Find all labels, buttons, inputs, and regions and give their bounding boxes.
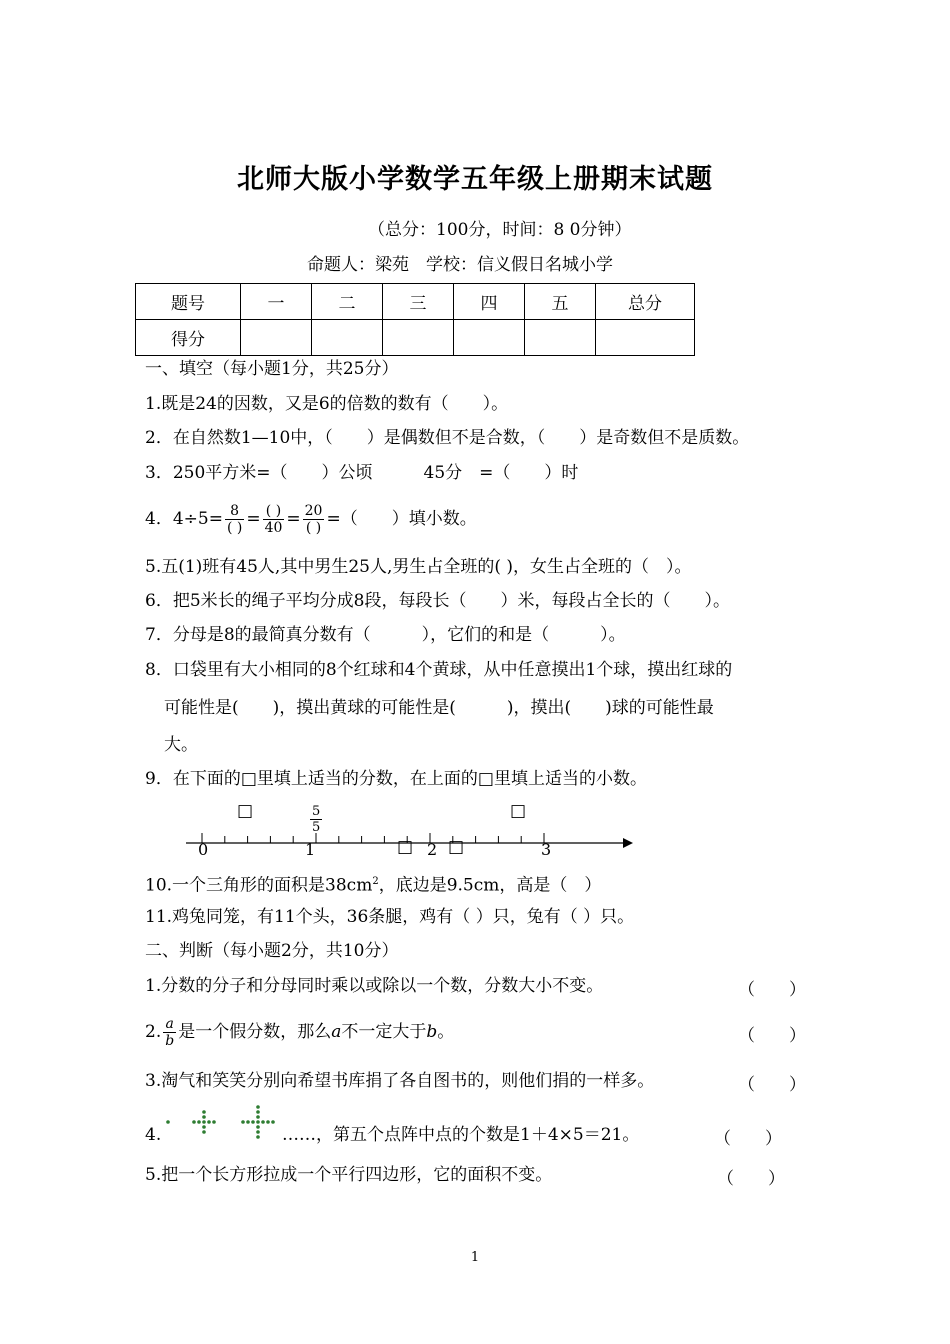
fraction [263, 503, 285, 536]
table-cell: 三 [383, 284, 454, 320]
score-table-score-row [136, 320, 695, 356]
dot [256, 1115, 260, 1119]
answer-paren[interactable]: （ ） [738, 1026, 806, 1046]
dot [207, 1120, 211, 1124]
tick-label-2: 2 [427, 840, 438, 859]
j2-text: 。 [437, 1022, 455, 1042]
score-table [135, 283, 695, 356]
answer-paren[interactable]: （ ） [738, 980, 806, 1000]
fraction-numerator: 5 [312, 804, 321, 819]
judge-3: 3.淘气和笑笑分别向希望书库捐了各自图书的，则他们捐的一样多。 [145, 1071, 655, 1091]
score-input-cell[interactable] [454, 320, 525, 356]
question-7: 7．分母是8的最简真分数有（ ），它们的和是（ ）。 [145, 625, 626, 645]
dot [212, 1120, 216, 1124]
tick-label-1: 1 [305, 840, 316, 859]
tick-label-3: 3 [541, 840, 552, 859]
fraction-numerator: ( ) [263, 503, 285, 520]
dot [202, 1120, 206, 1124]
judge-1: 1.分数的分子和分母同时乘以或除以一个数，分数大小不变。 [145, 976, 604, 996]
fraction [303, 503, 325, 536]
dot [166, 1120, 170, 1124]
answer-paren[interactable]: （ ） [714, 1129, 782, 1149]
answer-box-lower-1[interactable]: □ [397, 837, 414, 857]
q10-unit: cm [346, 875, 373, 896]
question-5: 5.五(1)班有45人,其中男生25人,男生占全班的( )，女生占全班的（ ）。 [145, 557, 692, 577]
fraction-denominator: ( ) [305, 520, 322, 536]
subtitle: （总分：100分，时间：8 0分钟） [368, 220, 632, 240]
dot-pattern-figure [158, 1100, 280, 1148]
answer-box-lower-2[interactable]: □ [448, 837, 465, 857]
answer-box-upper-2[interactable]: □ [510, 801, 527, 821]
j4-prefix: 4. [145, 1125, 162, 1145]
dot [202, 1125, 206, 1129]
judge-2 [145, 1012, 454, 1052]
question-6: 6．把5米长的绳子平均分成8段，每段长（ ）米，每段占全长的（ ）。 [145, 591, 730, 611]
table-cell: 一 [241, 284, 312, 320]
dot [256, 1125, 260, 1129]
answer-paren[interactable]: （ ） [717, 1169, 785, 1189]
dot [256, 1130, 260, 1134]
table-cell: 二 [312, 284, 383, 320]
dot [256, 1135, 260, 1139]
fraction-numerator: 8 [225, 503, 244, 520]
judge-5: 5.把一个长方形拉成一个平行四边形，它的面积不变。 [145, 1165, 553, 1185]
page-title: 北师大版小学数学五年级上册期末试题 [237, 164, 713, 195]
table-cell: 五 [525, 284, 596, 320]
author-line: 命题人：梁苑 学校：信义假日名城小学 [307, 255, 613, 275]
dot [246, 1120, 250, 1124]
score-input-cell[interactable] [241, 320, 312, 356]
j2-var-a: a [331, 1022, 342, 1042]
question-2: 2．在自然数1—10中，（ ）是偶数但不是合数，（ ）是奇数但不是质数。 [145, 428, 750, 448]
j2-text: 是一个假分数，那么 [178, 1022, 332, 1042]
dot [271, 1120, 275, 1124]
question-1: 1.既是24的因数，又是6的倍数的数有（ ）。 [145, 394, 509, 414]
fraction-denominator: 5 [312, 820, 321, 835]
dot [256, 1110, 260, 1114]
dot [202, 1110, 206, 1114]
dot [256, 1105, 260, 1109]
question-3: 3．250平方米=（ ）公顷 45分 =（ ）时 [145, 463, 579, 483]
q10-superscript: 2 [372, 876, 379, 887]
dot [256, 1120, 260, 1124]
q10-text: 10.一个三角形的面积是38 [145, 875, 347, 896]
fraction [225, 503, 244, 536]
section2-heading: 二、判断（每小题2分，共10分） [145, 941, 399, 961]
tick-label-0: 0 [198, 840, 209, 859]
question-8-line3: 大。 [164, 735, 198, 755]
dot [202, 1130, 206, 1134]
dot [197, 1120, 201, 1124]
score-input-cell[interactable] [525, 320, 596, 356]
fraction-denominator: ( ) [226, 520, 243, 536]
page-number: 1 [470, 1250, 480, 1265]
answer-box-upper-1[interactable]: □ [237, 801, 254, 821]
question-10 [145, 871, 601, 897]
question-8-line2: 可能性是( )，摸出黄球的可能性是( )，摸出( )球的可能性最 [164, 698, 714, 718]
answer-paren[interactable]: （ ） [738, 1075, 806, 1095]
question-11: 11.鸡兔同笼，有11个头，36条腿，鸡有（ ）只，兔有（ ）只。 [145, 907, 635, 927]
q4-suffix: =（ ）填小数。 [326, 509, 477, 529]
table-cell: 题号 [136, 284, 241, 320]
j2-var-b: b [426, 1022, 438, 1042]
dot [261, 1120, 265, 1124]
q10-text-end: ，底边是9.5cm，高是（ ） [378, 875, 602, 896]
section1-heading: 一、填空（每小题1分，共25分） [145, 359, 399, 379]
fraction-denominator: 40 [264, 520, 283, 536]
table-cell: 得分 [136, 320, 241, 356]
table-cell: 四 [454, 284, 525, 320]
question-4: 4．4÷5= $\frac{8}{( )}$ = $\frac{( )}{40}$ = $\frac{20}{( )}$ =（ ）填小数。 [145, 503, 477, 536]
fraction-denominator: b [165, 1033, 175, 1049]
q4-prefix: 4．4÷5= [145, 509, 223, 529]
j2-text: 不一定大于 [341, 1022, 427, 1042]
fraction-numerator: a [163, 1016, 176, 1033]
dot [202, 1115, 206, 1119]
dot [251, 1120, 255, 1124]
score-input-cell[interactable] [596, 320, 695, 356]
judge-4-text: ……，第五个点阵中点的个数是1＋4×5＝21。 [282, 1125, 640, 1145]
fraction-numerator: 20 [304, 503, 323, 519]
question-8-line1: 8．口袋里有大小相同的8个红球和4个黄球，从中任意摸出1个球，摸出红球的 [145, 660, 733, 680]
score-input-cell[interactable] [312, 320, 383, 356]
fraction [163, 1016, 176, 1049]
dot [241, 1120, 245, 1124]
question-9: 9．在下面的□里填上适当的分数，在上面的□里填上适当的小数。 [145, 769, 647, 789]
score-table-header-row [136, 284, 695, 320]
score-input-cell[interactable] [383, 320, 454, 356]
dot [266, 1120, 270, 1124]
dot [192, 1120, 196, 1124]
table-cell: 总分 [596, 284, 695, 320]
j2-prefix: 2. [145, 1022, 162, 1042]
